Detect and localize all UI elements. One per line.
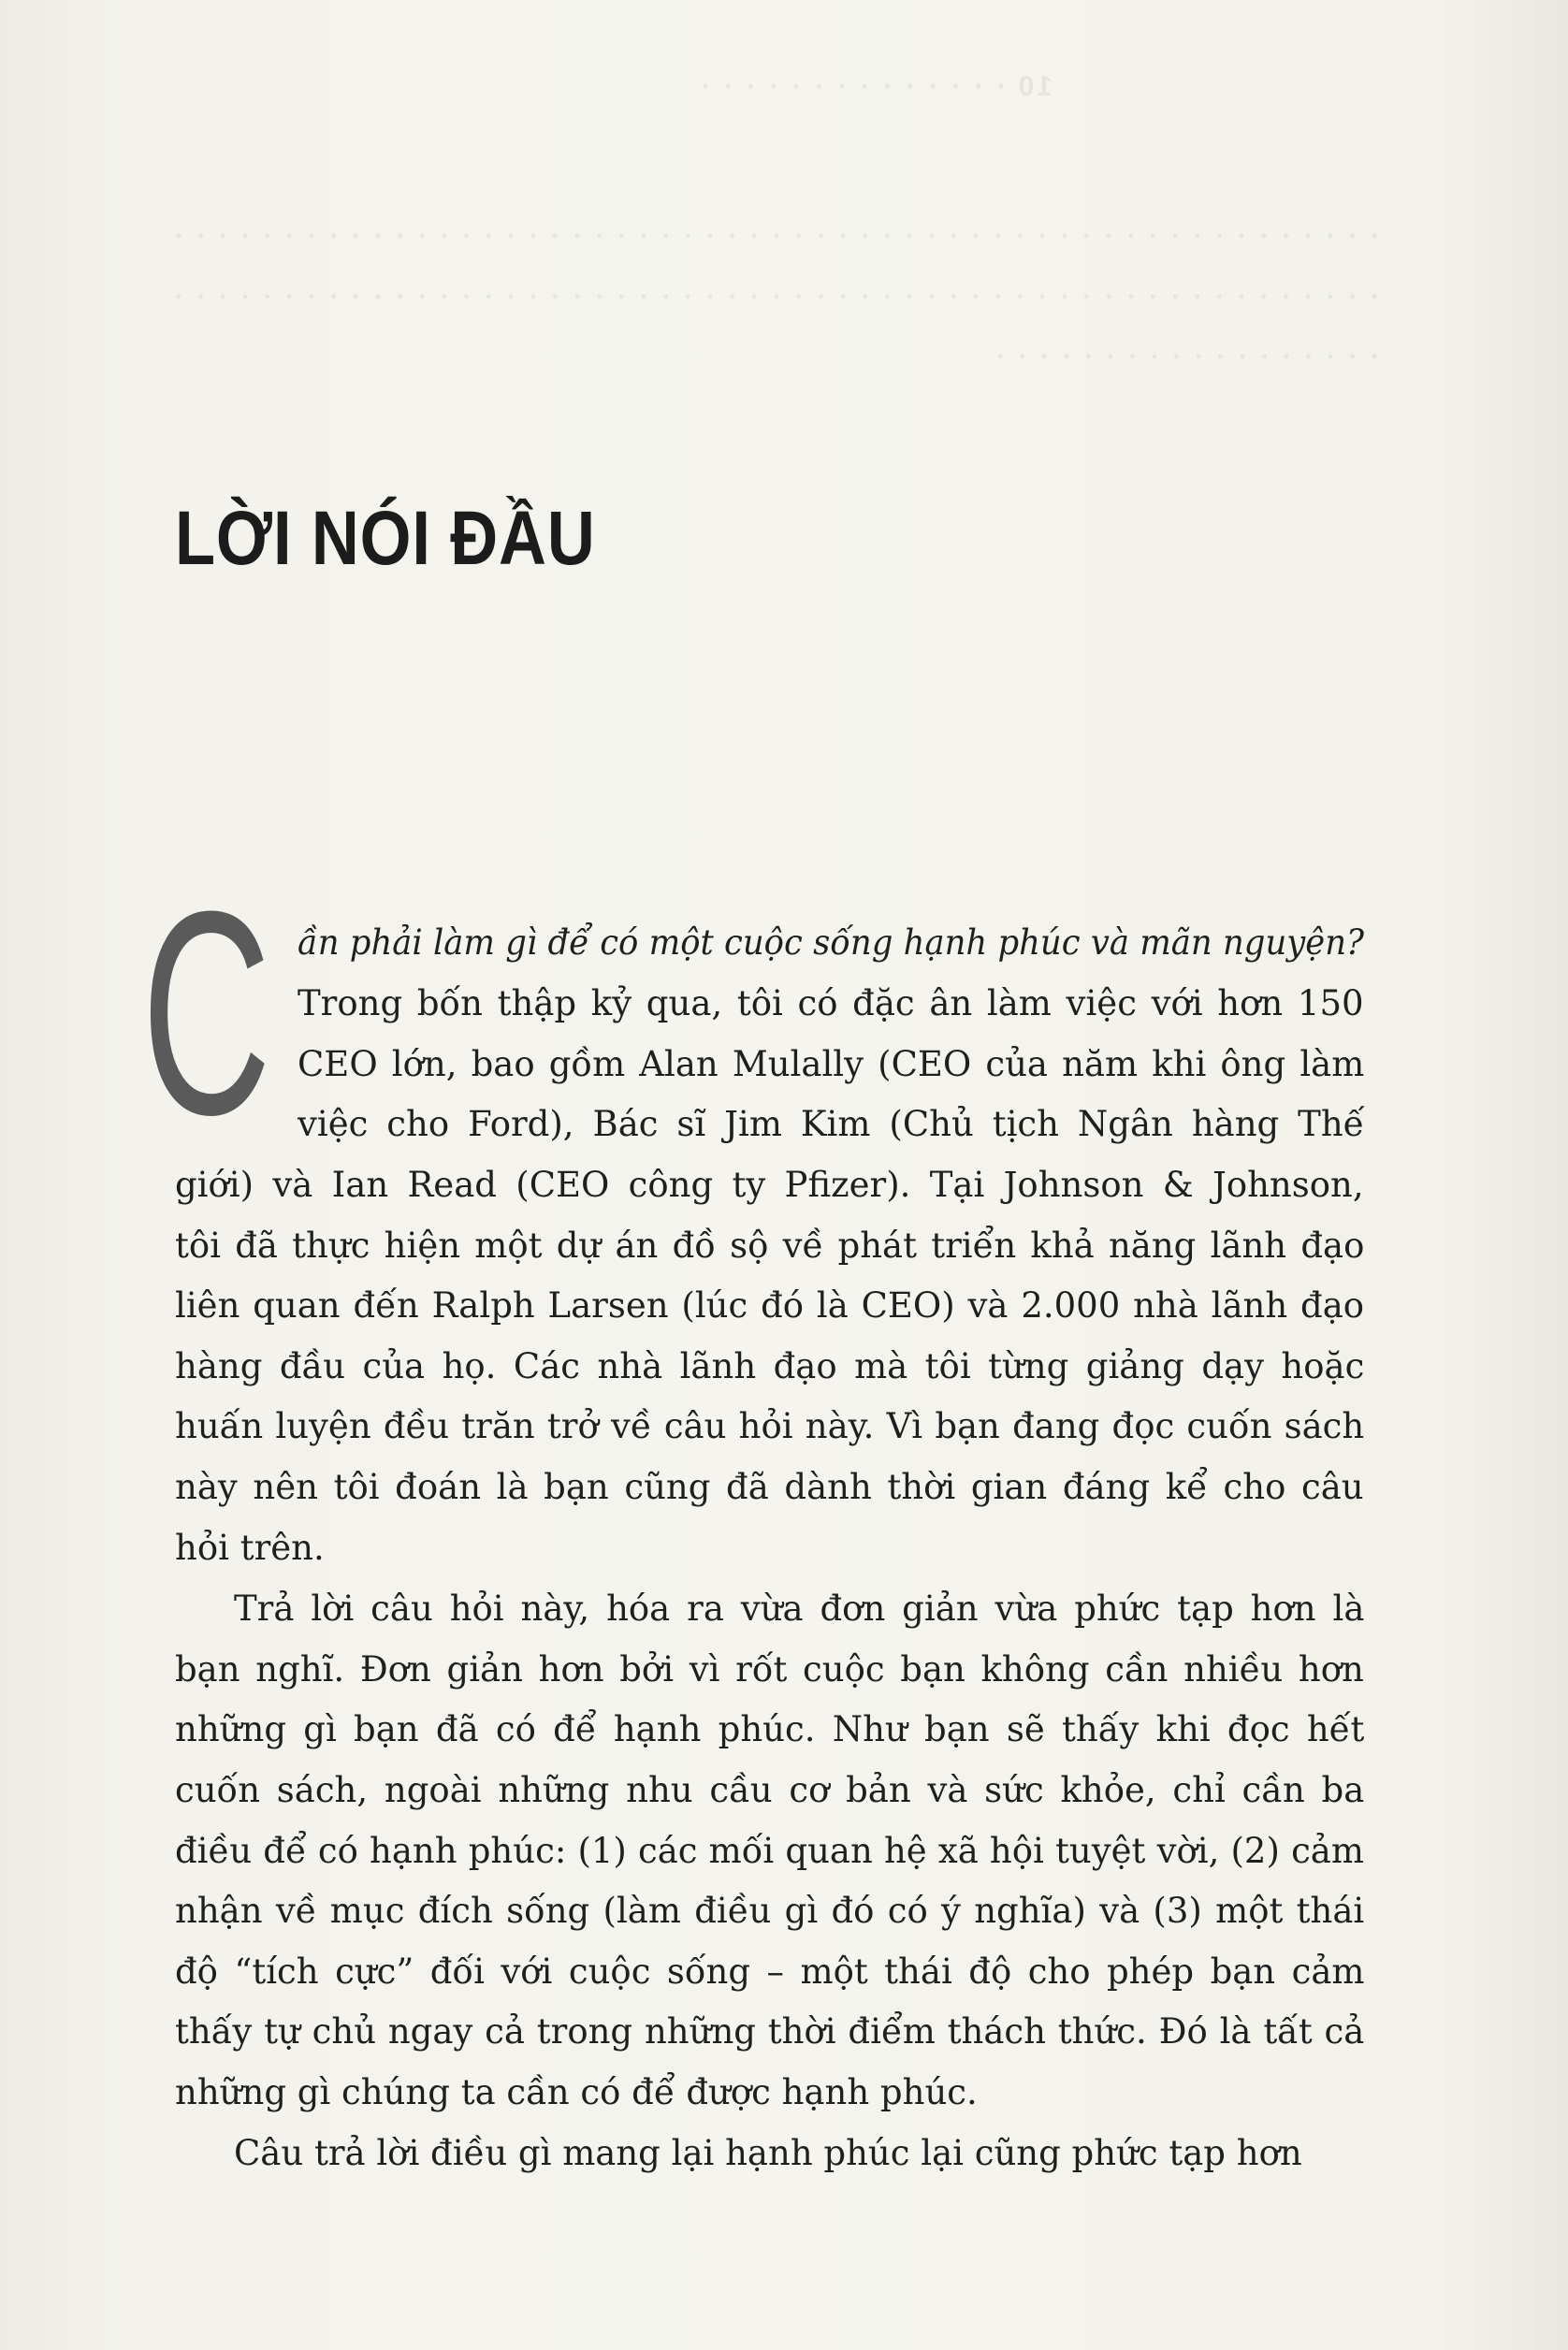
- paragraph-line: độ “tích cực” đối với cuộc sống – một thái độ cho phép bạn cảm: [175, 1951, 1365, 1992]
- paragraph-line: thấy tự chủ ngay cả trong những thời điểm thách thức. Đó là tất cả: [175, 2011, 1365, 2052]
- paragraph-line: giới) và Ian Read (CEO công ty Pfizer). Tại Johnson & Johnson,: [175, 1165, 1364, 1205]
- paragraph-line: nhận về mục đích sống (làm điều gì đó có ý nghĩa) và (3) một thái: [175, 1891, 1365, 1931]
- paragraph-line: hỏi trên.: [175, 1528, 325, 1568]
- paragraph-line: điều để có hạnh phúc: (1) các mối quan hệ xã hội tuyệt vời, (2) cảm: [175, 1831, 1364, 1871]
- paragraph-line: việc cho Ford), Bác sĩ Jim Kim (Chủ tịch Ngân hàng Thế: [298, 1104, 1365, 1144]
- paragraph-line: CEO lớn, bao gồm Alan Mulally (CEO của năm khi ông làm: [298, 1044, 1365, 1084]
- paragraph-line: hàng đầu của họ. Các nhà lãnh đạo mà tôi từng giảng dạy hoặc: [175, 1346, 1365, 1386]
- paragraph-line: bạn nghĩ. Đơn giản hơn bởi vì rốt cuộc bạn không cần nhiều hơn: [175, 1649, 1364, 1690]
- bleed-through-text: . . . . . . . . . . . . . . . . . . . . . . . . . . . . . . . . . . . . . . . . . . . . . . . . . . . . . . . . . . . . . . . . . . . . . . . . . . . . . . . . . . . . . . . . . . . . . . . . . . . . . . . . . . . . . . . . . . . . . . . . . . . . . . . .: [173, 206, 1380, 368]
- paragraph-line: huấn luyện đều trăn trở về câu hỏi này. Vì bạn đang đọc cuốn sách: [175, 1406, 1365, 1446]
- paragraph-line: liên quan đến Ralph Larsen (lúc đó là CEO) và 2.000 nhà lãnh đạo: [175, 1285, 1365, 1326]
- paragraph-line: này nên tôi đoán là bạn cũng đã dành thời gian đáng kể cho câu: [175, 1467, 1364, 1507]
- paragraph-line: những gì bạn đã có để hạnh phúc. Như bạn sẽ thấy khi đọc hết: [175, 1709, 1365, 1749]
- paragraph-line: Câu trả lời điều gì mang lại hạnh phúc lại cũng phức tạp hơn: [234, 2133, 1302, 2173]
- paragraph-line: Trong bốn thập kỷ qua, tôi có đặc ân làm việc với hơn 150: [298, 983, 1364, 1023]
- paragraph-line: ần phải làm gì để có một cuộc sống hạnh phúc và mãn nguyện?: [298, 922, 1365, 963]
- paragraph-line: cuốn sách, ngoài những nhu cầu cơ bản và sức khỏe, chỉ cần ba: [175, 1770, 1365, 1810]
- chapter-title: LỜI NÓI ĐẦU: [175, 496, 596, 581]
- paragraph-line: những gì chúng ta cần có để được hạnh phúc.: [175, 2072, 978, 2112]
- drop-cap: C: [141, 850, 271, 1175]
- paragraph-line: tôi đã thực hiện một dự án đồ sộ về phát triển khả năng lãnh đạo: [175, 1226, 1365, 1266]
- bleed-through-header: 10 · · · · · · · · · · · · · ·: [697, 71, 1053, 102]
- paragraph-line: Trả lời câu hỏi này, hóa ra vừa đơn giản vừa phức tạp hơn là: [234, 1588, 1365, 1629]
